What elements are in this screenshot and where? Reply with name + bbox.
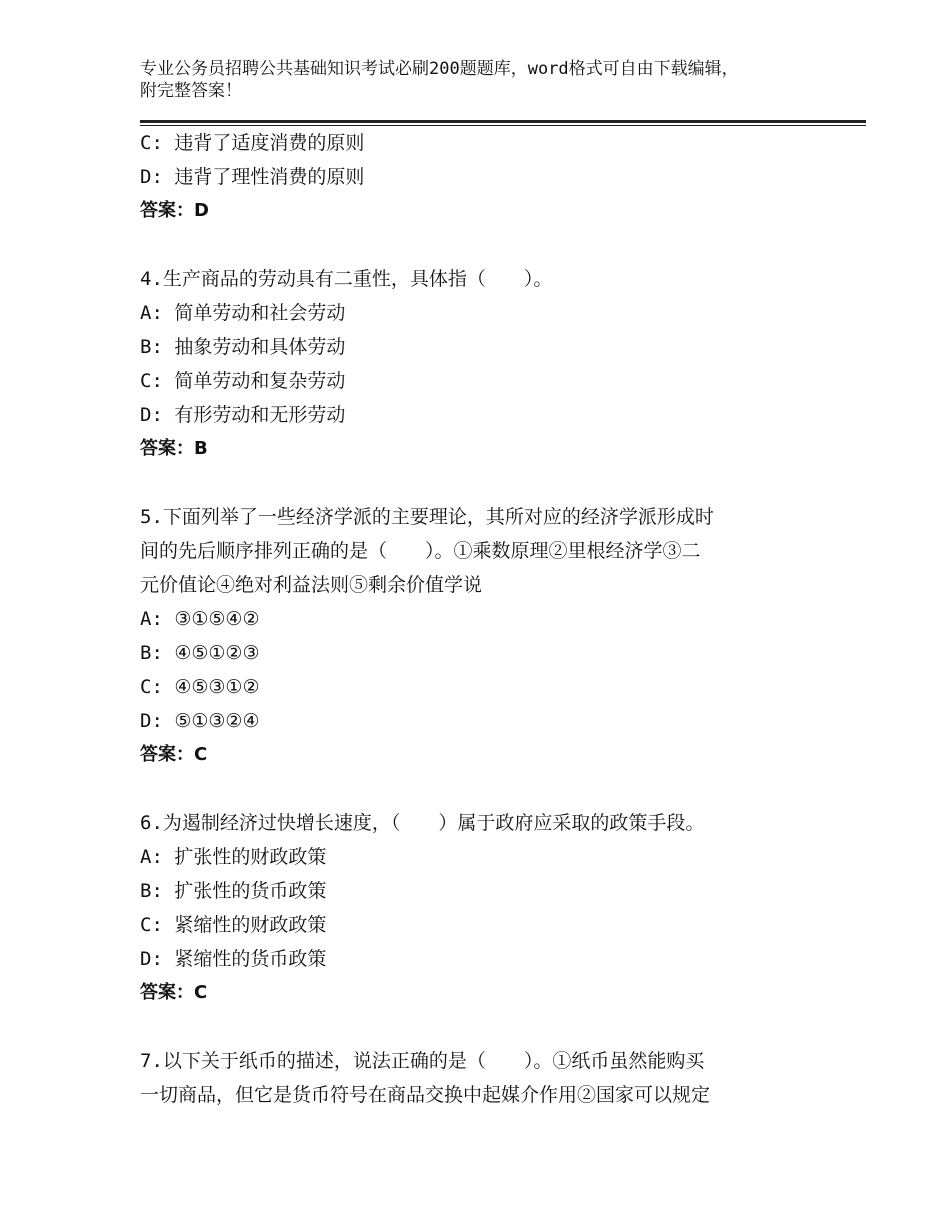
answer: 答案：C	[140, 982, 208, 1003]
option-a: A: ③①⑤④②	[140, 608, 260, 630]
option-c: C: 违背了适度消费的原则	[140, 132, 365, 154]
question-stem-line-3: 元价值论④绝对利益法则⑤剩余价值学说	[140, 574, 483, 596]
header-line-2: 附完整答案！	[140, 81, 242, 101]
answer: 答案：C	[140, 744, 208, 765]
option-d: D: 紧缩性的货币政策	[140, 948, 327, 970]
question-content	[140, 126, 820, 1112]
spacer	[140, 1010, 820, 1044]
option-b: B: 扩张性的货币政策	[140, 880, 327, 902]
spacer	[140, 466, 820, 500]
question-stem-line-1: 7.以下关于纸币的描述，说法正确的是（ ）。①纸币虽然能购买	[140, 1050, 705, 1072]
option-c: C: ④⑤③①②	[140, 676, 260, 698]
answer: 答案：D	[140, 200, 209, 221]
answer: 答案：B	[140, 438, 208, 459]
header-rule-thick	[140, 120, 866, 123]
question-4	[140, 262, 820, 466]
option-a: A: 简单劳动和社会劳动	[140, 302, 346, 324]
question-3-tail	[140, 126, 820, 228]
option-b: B: ④⑤①②③	[140, 642, 260, 664]
page-header	[140, 58, 820, 102]
question-stem-line-2: 间的先后顺序排列正确的是（ ）。①乘数原理②里根经济学③二	[140, 540, 701, 562]
question-stem: 4.生产商品的劳动具有二重性，具体指（ ）。	[140, 268, 553, 290]
option-a: A: 扩张性的财政政策	[140, 846, 327, 868]
option-d: D: 有形劳动和无形劳动	[140, 404, 346, 426]
question-6	[140, 806, 820, 1010]
option-d: D: ⑤①③②④	[140, 710, 260, 732]
option-d: D: 违背了理性消费的原则	[140, 166, 365, 188]
spacer	[140, 228, 820, 262]
option-b: B: 抽象劳动和具体劳动	[140, 336, 346, 358]
spacer	[140, 772, 820, 806]
option-c: C: 紧缩性的财政政策	[140, 914, 327, 936]
question-stem-line-2: 一切商品，但它是货币符号在商品交换中起媒介作用②国家可以规定	[140, 1084, 711, 1106]
header-line-1: 专业公务员招聘公共基础知识考试必刷200题题库，word格式可自由下载编辑，	[140, 59, 739, 79]
question-7	[140, 1044, 820, 1112]
option-c: C: 简单劳动和复杂劳动	[140, 370, 346, 392]
question-stem-line-1: 5.下面列举了一些经济学派的主要理论，其所对应的经济学派形成时	[140, 506, 714, 528]
question-5	[140, 500, 820, 772]
question-stem: 6.为遏制经济过快增长速度，（ ）属于政府应采取的政策手段。	[140, 812, 705, 834]
